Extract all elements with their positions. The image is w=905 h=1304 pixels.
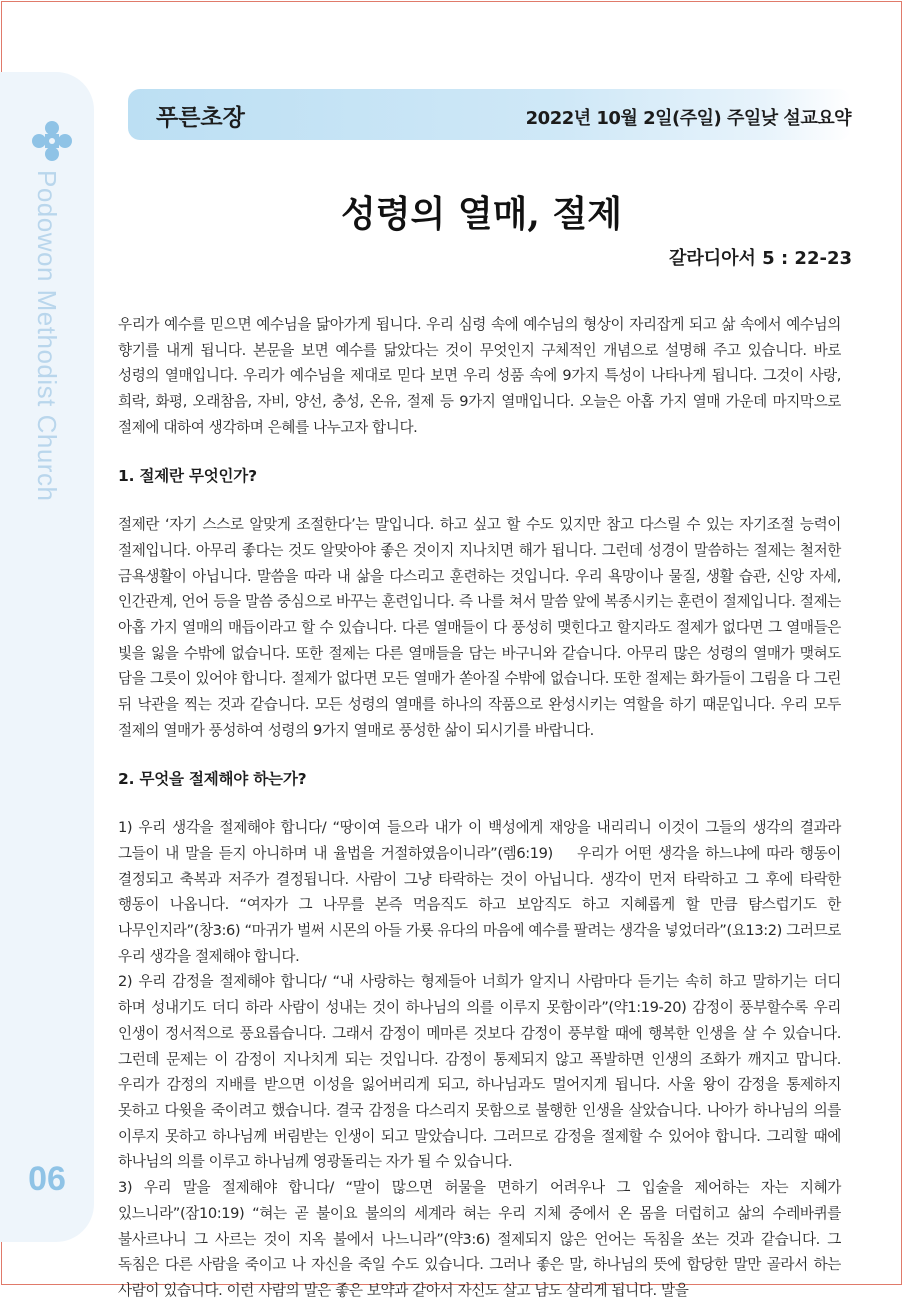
section-paragraph: 2) 우리 감정을 절제해야 합니다/ “내 사랑하는 형제들아 너희가 알지니 사람마다 듣기는 속히 하고 말하기는 더디 하며 성내기도 더디 하라 사람이 성내는 것이 하나님의 의를 이루지 못함이라”(약1:19-20) 감정이 풍부할수록 우리 인생이 정서적으로 풍요롭습니다. 그래서 감정이 메마른 것보다 감정이 풍부할 때에 행복한 인생을 살 수 있습니다. 그런데 문제는 이 감정이 지나치게 되는 것입니다. 감정이 통제되지 않고 폭발하면 인생의 조화가 깨지고 맙니다. 우리가 감정의 지배를 받으면 이성을 잃어버리게 되고, 하나님과도 멀어지게 됩니다. 사울 왕이 감정을 통제하지 못하고 다윗을 죽이려고 했습니다. 결국 감정을 다스리지 못함으로 불행한 인생을 살았습니다. 나아가 하나님의 의를 이루지 못하고 하나님께 버림받는 인생이 되고 말았습니다. 그러므로 감정을 절제할 수 있어야 합니다. 그리할 때에 하나님의 의를 이루고 하나님께 영광돌리는 자가 될 수 있습니다. (118, 973, 841, 1171)
section-heading: 2. 무엇을 절제해야 하는가? (118, 769, 307, 788)
sermon-date: 2022년 10월 2일(주일) 주일낮 설교요약 (525, 108, 851, 129)
section-paragraph: 절제란 ‘자기 스스로 알맞게 조절한다’는 말입니다. 하고 싶고 할 수도 있지만 참고 다스릴 수 있는 자기조절 능력이 절제입니다. 아무리 좋다는 것도 알맞아야 좋은 것이지 지나치면 해가 됩니다. 그런데 성경이 말씀하는 절제는 철저한 금욕생활이 아닙니다. 말씀을 따라 내 삶을 다스리고 훈련하는 것입니다. 우리 욕망이나 물질, 생활 습관, 신앙 자세, 인간관계, 언어 등을 말씀 중심으로 바꾸는 훈련입니다. 즉 나를 쳐서 말씀 앞에 복종시키는 훈련이 절제입니다. 절제는 아홉 가지 열매의 매듭이라고 할 수 있습니다. 다른 열매들이 다 풍성히 맺힌다고 할지라도 절제가 없다면 그 열매들은 빛을 잃을 수밖에 없습니다. 또한 절제는 다른 열매들을 담는 바구니와 같습니다. 아무리 많은 성령의 열매가 맺혀도 담을 그릇이 있어야 합니다. 절제가 없다면 모든 열매가 쏟아질 수밖에 없습니다. 또한 절제는 화가들이 그림을 다 그린 뒤 낙관을 찍는 것과 같습니다. 모든 성령의 열매를 하나의 작품으로 완성시키는 역할을 하기 때문입니다. 우리 모두 절제의 열매가 풍성하여 성령의 9가지 열매로 풍성한 삶이 되시기를 바랍니다. (118, 516, 841, 739)
section-title: 푸른초장 (156, 105, 245, 131)
section-heading: 1. 절제란 무엇인가? (118, 466, 257, 485)
section-paragraph: 3) 우리 말을 절제해야 합니다/ “말이 많으면 허물을 면하기 어려우나 그 입술을 제어하는 자는 지혜가 있느니라”(잠10:19) “혀는 곧 불이요 불의의 세계라 혀는 우리 지체 중에서 온 몸을 더럽히고 삶의 수레바퀴를 불사르나니 그 사르는 것이 지옥 불에서 나느니라”(약3:6) 절제되지 않은 언어는 독침을 쏘는 것과 같습니다. 그 독침은 다른 사람을 죽이고 나 자신을 죽일 수도 있습니다. 그러나 좋은 말, 하나님의 뜻에 합당한 말만 골라서 하는 사람이 있습니다. 이런 사람의 말은 좋은 보약과 같아서 자신도 살고 남도 살리게 됩니다. 말을 (118, 1179, 841, 1299)
section-paragraph: 1) 우리 생각을 절제해야 합니다/ “땅이여 들으라 내가 이 백성에게 재앙을 내리리니 이것이 그들의 생각의 결과라 그들이 내 말을 듣지 아니하며 내 율법을 거절하였음이니라”(렘6:19) 우리가 어떤 생각을 하느냐에 따라 행동이 결정되고 축복과 저주가 결정됩니다. 사람이 그냥 타락하는 것이 아닙니다. 생각이 먼저 타락하고 그 후에 타락한 행동이 나옵니다. “여자가 그 나무를 본즉 먹음직도 하고 보암직도 하고 지혜롭게 할 만큼 탐스럽기도 한 나무인지라”(창3:6) “마귀가 벌써 시몬의 아들 가룟 유다의 마음에 예수를 팔려는 생각을 넣었더라”(요13:2) 그러므로 우리 생각을 절제해야 합니다. (118, 819, 841, 965)
blue-cross-icon (31, 120, 73, 162)
church-name-vertical: Podowon Methodist Church (32, 170, 62, 502)
sermon-title: 성령의 열매, 절제 (340, 193, 623, 235)
sermon-body (118, 312, 841, 1304)
scripture-reference: 갈라디아서 5 : 22-23 (668, 248, 852, 269)
page-number: 06 (28, 1160, 66, 1198)
intro-paragraph: 우리가 예수를 믿으면 예수님을 닮아가게 됩니다. 우리 심령 속에 예수님의 형상이 자리잡게 되고 삶 속에서 예수님의 향기를 내게 됩니다. 본문을 보면 예수를 닮았다는 것이 무엇인지 구체적인 개념으로 설명해 주고 있습니다. 바로 성령의 열매입니다. 우리가 예수님을 제대로 믿다 보면 우리 성품 속에 9가지 특성이 나타나게 됩니다. 그것이 사랑, 희락, 화평, 오래참음, 자비, 양선, 충성, 온유, 절제 등 9가지 열매입니다. 오늘은 아홉 가지 열매 가운데 마지막으로 절제에 대하여 생각하며 은혜를 나누고자 합니다. (118, 316, 841, 436)
